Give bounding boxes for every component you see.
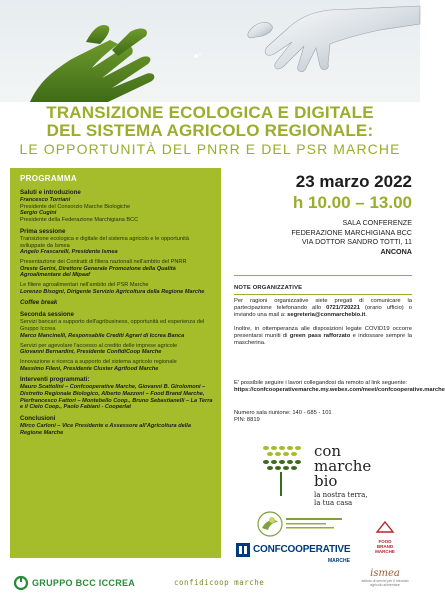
meeting-info xyxy=(234,410,412,424)
subtitle-line: LE OPPORTUNITÀ DEL PNRR E DEL PSR MARCHE xyxy=(19,141,401,157)
speaker-name: Sergio Cugini xyxy=(20,210,57,217)
program-panel xyxy=(10,168,221,558)
bcc-iccrea-logo: GRUPPO BCC ICCREA xyxy=(14,576,174,592)
email-link[interactable]: segreteria@conmarchebio.it xyxy=(287,312,366,319)
confidicoop-marche-logo: confidicoop marche xyxy=(174,578,265,587)
bcc-iccrea-icon xyxy=(14,576,28,590)
event-venue xyxy=(226,218,412,256)
speaker-name: Angelo Frascarelli, Presidente Ismea xyxy=(20,249,118,256)
coffee-break: Coffee break xyxy=(20,299,58,307)
notes-paragraph-1: Per ragioni organizzative siete pregati di comunicare la partecipazione telefonando allo 0721/720221 (orario ufficio) o inviando una mail a: segreteria@conmarchebio.it. xyxy=(234,298,412,319)
divider xyxy=(234,275,412,276)
title-line-2: DEL SISTEMA AGRICOLO REGIONALE: xyxy=(46,121,374,140)
food-brand-marche-logo: FOOD BRAND MARCHE xyxy=(360,520,410,554)
notes-heading: NOTE ORGANIZZATIVE xyxy=(234,285,303,291)
speaker-name: Massimo Fileni, Presidente Cluster Agrifood Marche xyxy=(20,365,159,372)
topic: Presentazione dei Contratti di filiera nazionali nell'ambito del PNRR xyxy=(20,258,187,265)
webex-info: E' possibile seguire i lavori collegandosi da remoto al link seguente: https://confcooperativemarche.my.webex.com/meet/confcooperative.marche xyxy=(234,380,445,394)
title-block xyxy=(0,104,420,158)
agrifood-marche-logo xyxy=(256,510,346,545)
interventions-text: Mauro Scattolini – Confcooperative Marche, Giovanni B. Girolomoni – Distretto Regionale Biologico, Alberto Mazzoni – Food Brand Marche, Pierfrancesco Fattori – Montebello Coop., Bruno Sebastianelli – La Terra e il Cielo Coop., Paolo Fabiani - Cooperlat xyxy=(20,384,213,411)
welcome-heading: Saluti e introduzione xyxy=(20,189,81,196)
phone-number[interactable]: 0721/720221 xyxy=(326,305,360,312)
notes-section xyxy=(234,285,412,353)
conmarchebio-wordmark: con marche bio la nostra terra, la tua casa xyxy=(314,442,372,507)
speaker-role: Presidente della Federazione Marchigiana BCC xyxy=(20,217,139,224)
venue-city: ANCONA xyxy=(380,246,412,256)
title-line-1: TRANSIZIONE ECOLOGICA E DIGITALE xyxy=(46,103,374,122)
event-time: h 10.00 – 13.00 xyxy=(292,193,412,212)
program-heading: PROGRAMMA xyxy=(20,174,77,183)
topic: Servizi bancari a supporto dell'agribusiness, opportunità ed esperienza del Gruppo Iccrea xyxy=(20,319,205,333)
food-brand-icon xyxy=(375,520,395,534)
confcooperative-logo: CONFCOOPERATIVE MARCHE xyxy=(236,543,356,565)
speaker-name: Lorenzo Bisogni, Dirigente Servizio Agricoltura della Regione Marche xyxy=(20,288,205,295)
webex-link[interactable]: https://confcooperativemarche.my.webex.com/meet/confcooperative.marche xyxy=(234,387,445,394)
event-date: 23 marzo 2022 xyxy=(295,172,412,191)
venue-line: FEDERAZIONE MARCHIGIANA BCC xyxy=(291,227,412,237)
confcooperative-icon xyxy=(236,543,250,557)
divider xyxy=(234,294,412,295)
venue-address: VIA DOTTOR SANDRO TOTTI, 11 xyxy=(301,237,412,247)
hands-illustration xyxy=(0,0,420,102)
ismea-logo: ismea Istituto di servizi per il mercato agricolo alimentare xyxy=(361,568,409,587)
conclusions-heading: Conclusioni xyxy=(20,415,56,423)
conclusions-text: Mirco Carloni – Vice Presidente e Assessore all'Agricoltura della Regione Marche xyxy=(20,423,191,436)
speaker-name: Francesco Torriani xyxy=(20,197,71,203)
wheat-icon xyxy=(256,440,312,500)
speaker-name: Oreste Gerini, Direttore Generale Promozione della Qualità Agroalimentare del Mipaaf xyxy=(20,265,176,279)
interventions-heading: Interventi programmati: xyxy=(20,376,90,384)
notes-paragraph-2: Inoltre, in ottemperanza alle disposizioni legate COVID19 occorre presentarsi muniti di green pass rafforzato e indossare sempre la mascherina. xyxy=(234,325,413,347)
topic: Le filiere agroalimentari nell'ambito del PSR Marche xyxy=(20,282,149,289)
meeting-number: Numero sala riunione: 140 - 685 - 101 xyxy=(234,410,332,416)
speaker-role: Presidente del Consorzio Marche Biologiche xyxy=(20,203,131,210)
speaker-name: Giovanni Bernardini, Presidente ConfidiCoop Marche xyxy=(20,349,162,356)
session2-heading: Seconda sessione xyxy=(20,311,74,319)
conmarchebio-logo xyxy=(256,440,416,508)
meeting-pin: PIN: 8819 xyxy=(234,417,260,424)
header-image xyxy=(0,0,420,102)
topic: Innovazione e ricerca a supporto del sistema agricolo regionale xyxy=(20,358,177,365)
speaker-name: Marco Mancinelli, Responsabile Crediti Agrari di Iccrea Banca xyxy=(20,332,185,339)
session1-heading: Prima sessione xyxy=(20,227,66,235)
topic: Transizione ecologica e digitale del sistema agricolo e le opportunità sviluppate da Ismea xyxy=(20,235,189,249)
topic: Servizi per agevolare l'accesso al credito delle imprese agricole xyxy=(20,342,178,349)
venue-line: SALA CONFERENZE xyxy=(342,218,412,227)
